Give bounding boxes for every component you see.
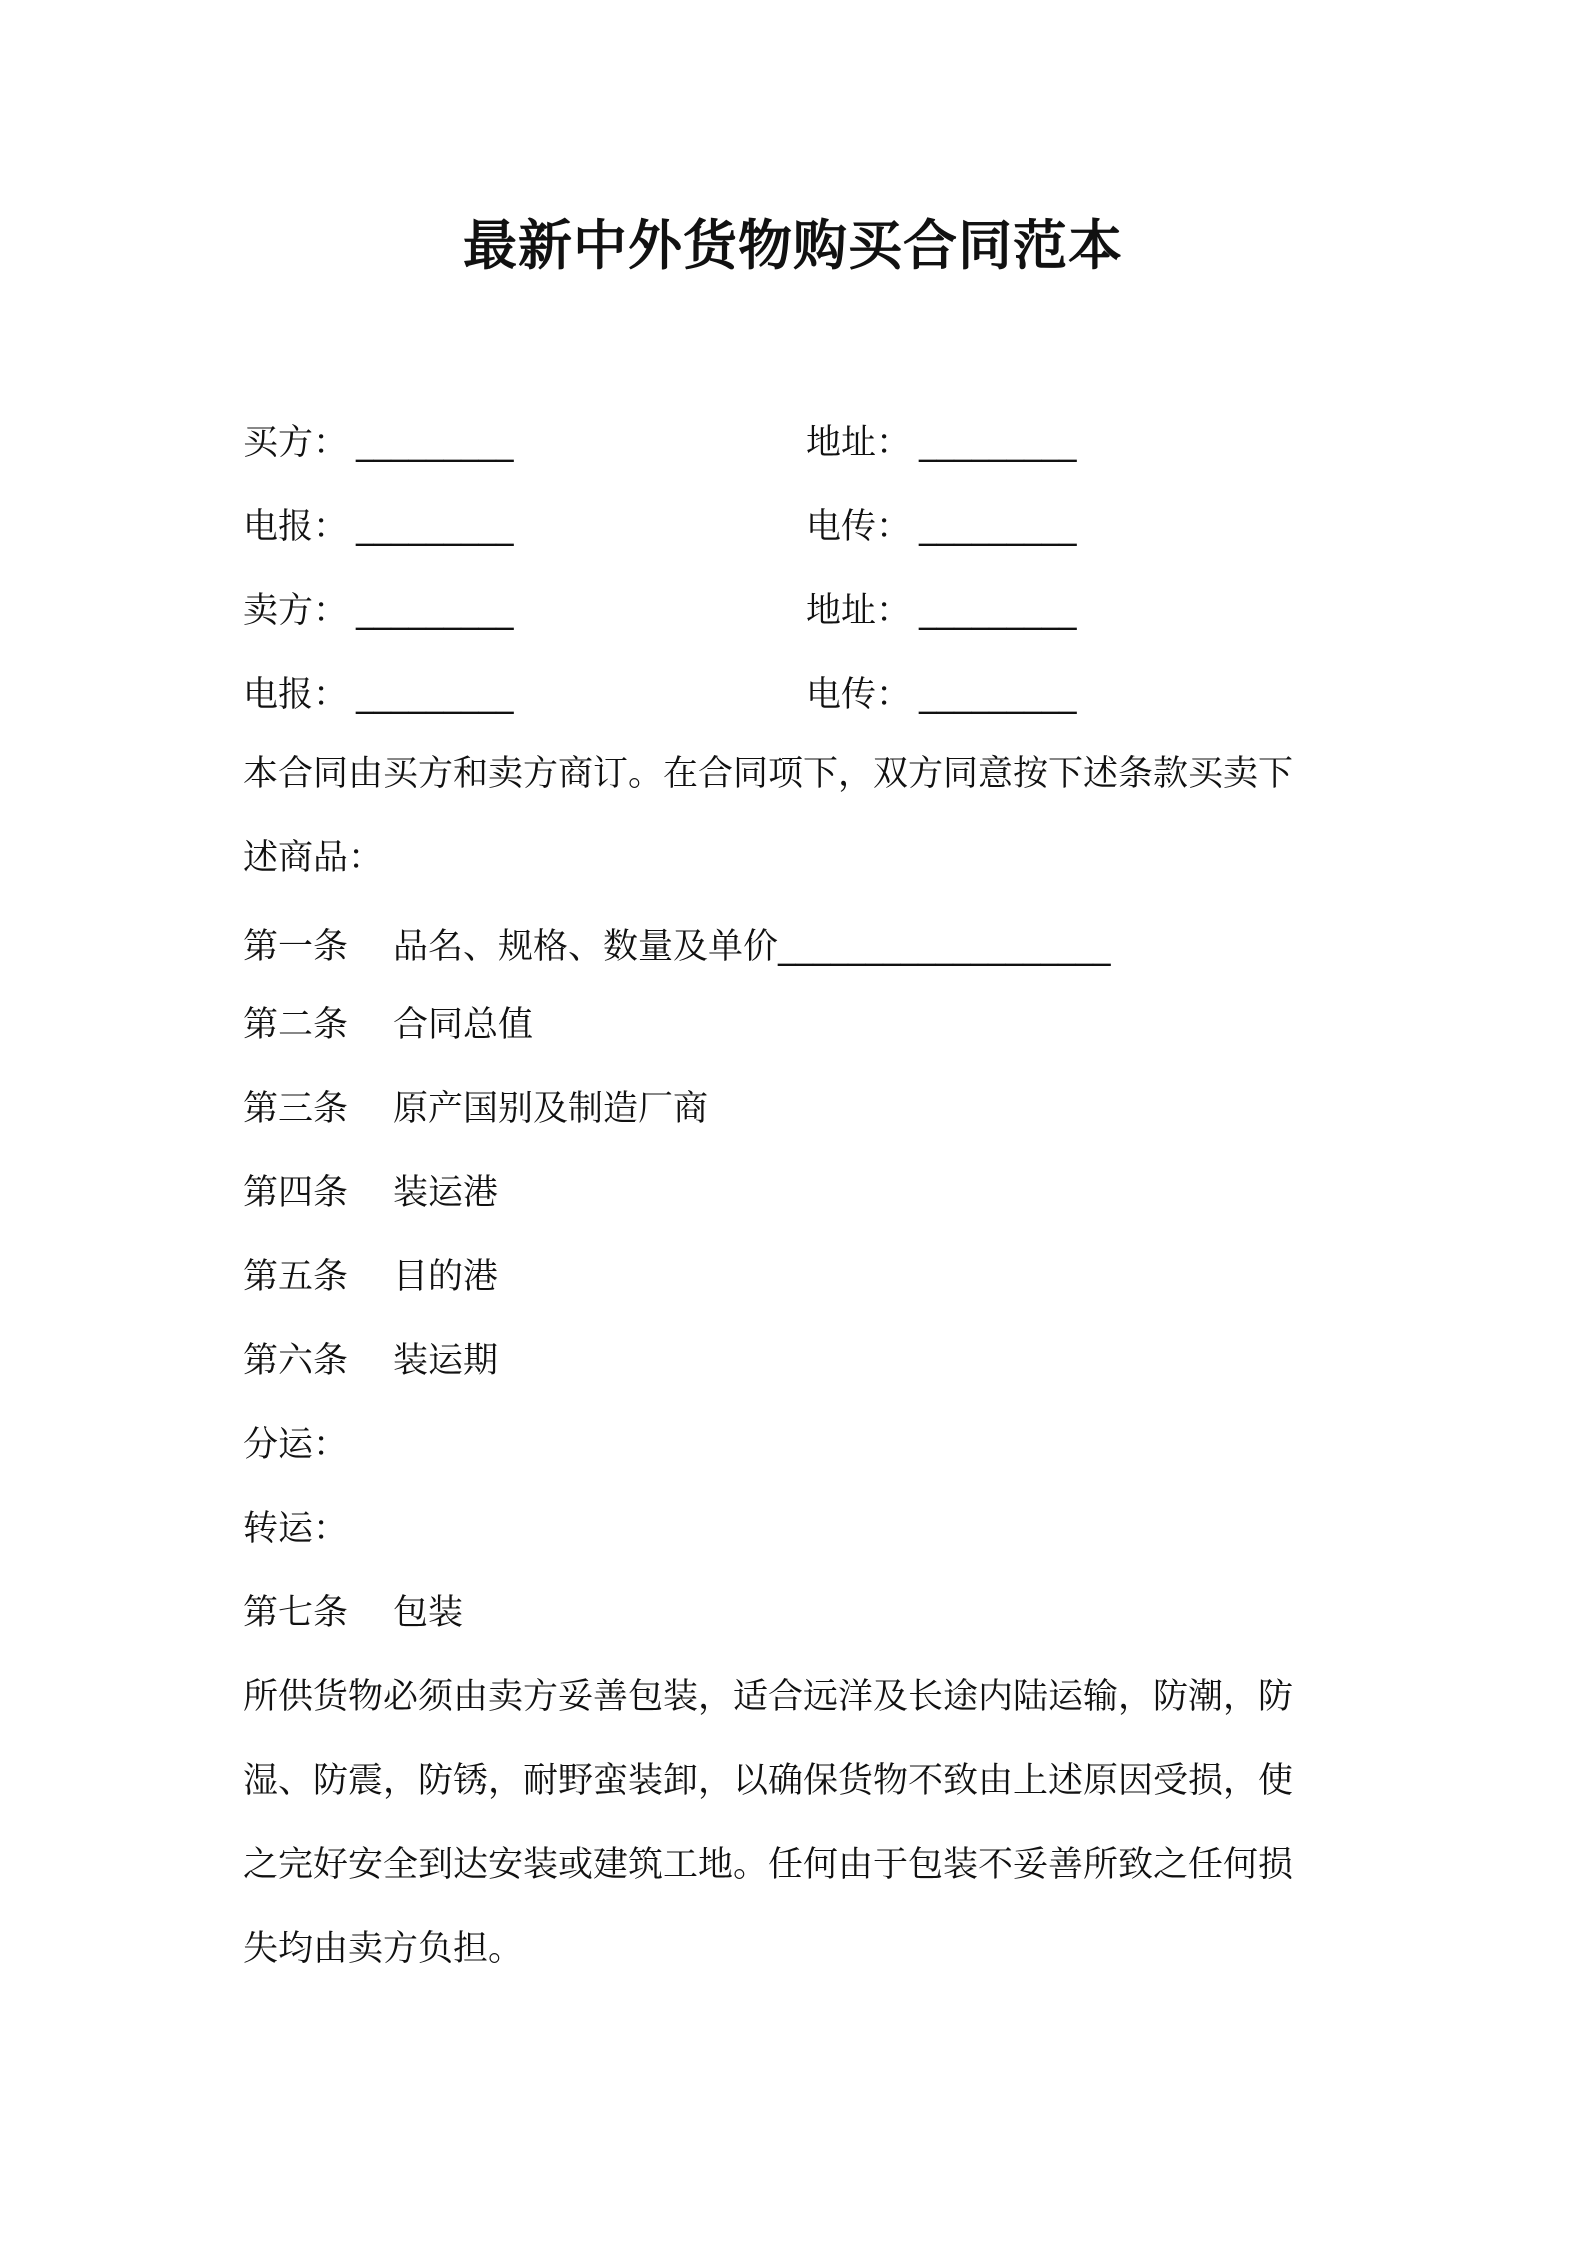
article-2-text: 合同总值 (393, 1005, 534, 1045)
article-5-text: 目的港 (393, 1257, 499, 1297)
buyer-label: 买方： (243, 423, 349, 463)
buyer-field (243, 418, 514, 468)
article-1 (243, 922, 1111, 972)
document-title: 最新中外货物购买合同范本 (463, 214, 1123, 277)
article-7-text: 包装 (393, 1593, 464, 1633)
article-5-number: 第五条 (243, 1257, 349, 1297)
transshipment: 转运： (243, 1509, 349, 1549)
partial-shipment: 分运： (243, 1425, 349, 1465)
seller-address-field (806, 586, 1077, 636)
article-4-text: 装运港 (393, 1173, 499, 1213)
buyer-address-blank: _________ (919, 423, 1077, 463)
packing-line-2: 湿、防震，防锈，耐野蛮装卸，以确保货物不致由上述原因受损，使 (243, 1761, 1294, 1801)
seller-address-blank: _________ (919, 591, 1077, 631)
buyer-telegram-label: 电报： (243, 507, 349, 547)
seller-fax-blank: _________ (919, 675, 1077, 715)
article-1-number: 第一条 (243, 927, 349, 967)
article-6-text: 装运期 (393, 1341, 499, 1381)
article-7-number: 第七条 (243, 1593, 349, 1633)
article-5 (243, 1252, 498, 1302)
intro-line-1: 本合同由买方和卖方商订。在合同项下，双方同意按下述条款买卖下 (243, 754, 1294, 794)
buyer-fax-label: 电传： (806, 507, 912, 547)
article-3-number: 第三条 (243, 1089, 349, 1129)
packing-line-4: 失均由卖方负担。 (243, 1929, 524, 1969)
seller-fax-label: 电传： (806, 675, 912, 715)
buyer-blank: _________ (356, 423, 514, 463)
seller-label: 卖方： (243, 591, 349, 631)
seller-fax-field (806, 670, 1077, 720)
seller-field (243, 586, 514, 636)
buyer-address-label: 地址： (806, 423, 912, 463)
buyer-telegram-field (243, 502, 514, 552)
article-4 (243, 1168, 498, 1218)
buyer-telegram-blank: _________ (356, 507, 514, 547)
packing-line-3: 之完好安全到达安装或建筑工地。任何由于包装不妥善所致之任何损 (243, 1845, 1294, 1885)
article-7 (243, 1588, 463, 1638)
article-2 (243, 1000, 533, 1050)
buyer-fax-field (806, 502, 1077, 552)
buyer-fax-blank: _________ (919, 507, 1077, 547)
packing-line-1: 所供货物必须由卖方妥善包装，适合远洋及长途内陆运输，防潮，防 (243, 1677, 1294, 1717)
seller-telegram-label: 电报： (243, 675, 349, 715)
article-1-text: 品名、规格、数量及单价___________________ (393, 927, 1111, 967)
article-6-number: 第六条 (243, 1341, 349, 1381)
article-4-number: 第四条 (243, 1173, 349, 1213)
article-3 (243, 1084, 708, 1134)
seller-blank: _________ (356, 591, 514, 631)
article-6 (243, 1336, 498, 1386)
buyer-address-field (806, 418, 1077, 468)
article-2-number: 第二条 (243, 1005, 349, 1045)
seller-telegram-field (243, 670, 514, 720)
seller-telegram-blank: _________ (356, 675, 514, 715)
seller-address-label: 地址： (806, 591, 912, 631)
article-3-text: 原产国别及制造厂商 (393, 1089, 709, 1129)
intro-line-2: 述商品： (243, 838, 384, 878)
